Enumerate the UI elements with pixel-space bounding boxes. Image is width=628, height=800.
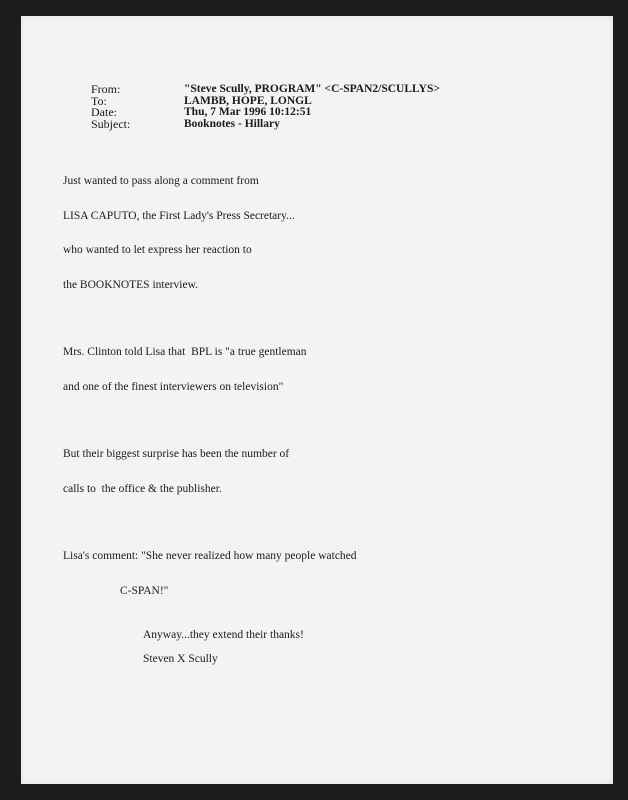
body-line: LISA CAPUTO, the First Lady's Press Secretary... <box>63 209 295 222</box>
from-label: From: <box>91 82 121 96</box>
to-label: To: <box>91 93 107 108</box>
from-row <box>91 84 440 96</box>
body-line: Mrs. Clinton told Lisa that BPL is "a true gentleman <box>63 346 307 358</box>
email-header <box>91 84 440 130</box>
body-line: Just wanted to pass along a comment from <box>63 175 259 187</box>
memo-paper <box>21 16 613 784</box>
date-value: Thu, 7 Mar 1996 10:12:51 <box>184 106 312 118</box>
paragraph-3 <box>63 426 543 518</box>
body-line: calls to the office & the publisher. <box>63 482 222 495</box>
paragraph-2 <box>63 324 543 416</box>
signature: Steven X Scully <box>143 652 218 665</box>
date-row <box>91 107 440 119</box>
paragraph-1 <box>63 153 543 314</box>
body-line: the BOOKNOTES interview. <box>63 278 198 291</box>
paragraph-4 <box>63 528 543 620</box>
email-body <box>63 153 543 677</box>
body-line: who wanted to let express her reaction to <box>63 244 252 256</box>
date-label: Date: <box>91 105 117 119</box>
to-value: LAMBB, HOPE, LONGL <box>184 94 312 107</box>
body-line: But their biggest surprise has been the number of <box>63 448 290 460</box>
subject-row <box>91 116 440 131</box>
body-line: C-SPAN!" <box>120 584 169 597</box>
body-line: and one of the finest interviewers on television" <box>63 380 284 393</box>
from-value: "Steve Scully, PROGRAM" <C-SPAN2/SCULLYS> <box>184 83 440 95</box>
subject-label: Subject: <box>91 116 131 131</box>
subject-value: Booknotes - Hillary <box>184 117 280 130</box>
body-line: Lisa's comment: "She never realized how many people watched <box>63 550 357 562</box>
thanks-line: Anyway...they extend their thanks! <box>143 629 304 641</box>
